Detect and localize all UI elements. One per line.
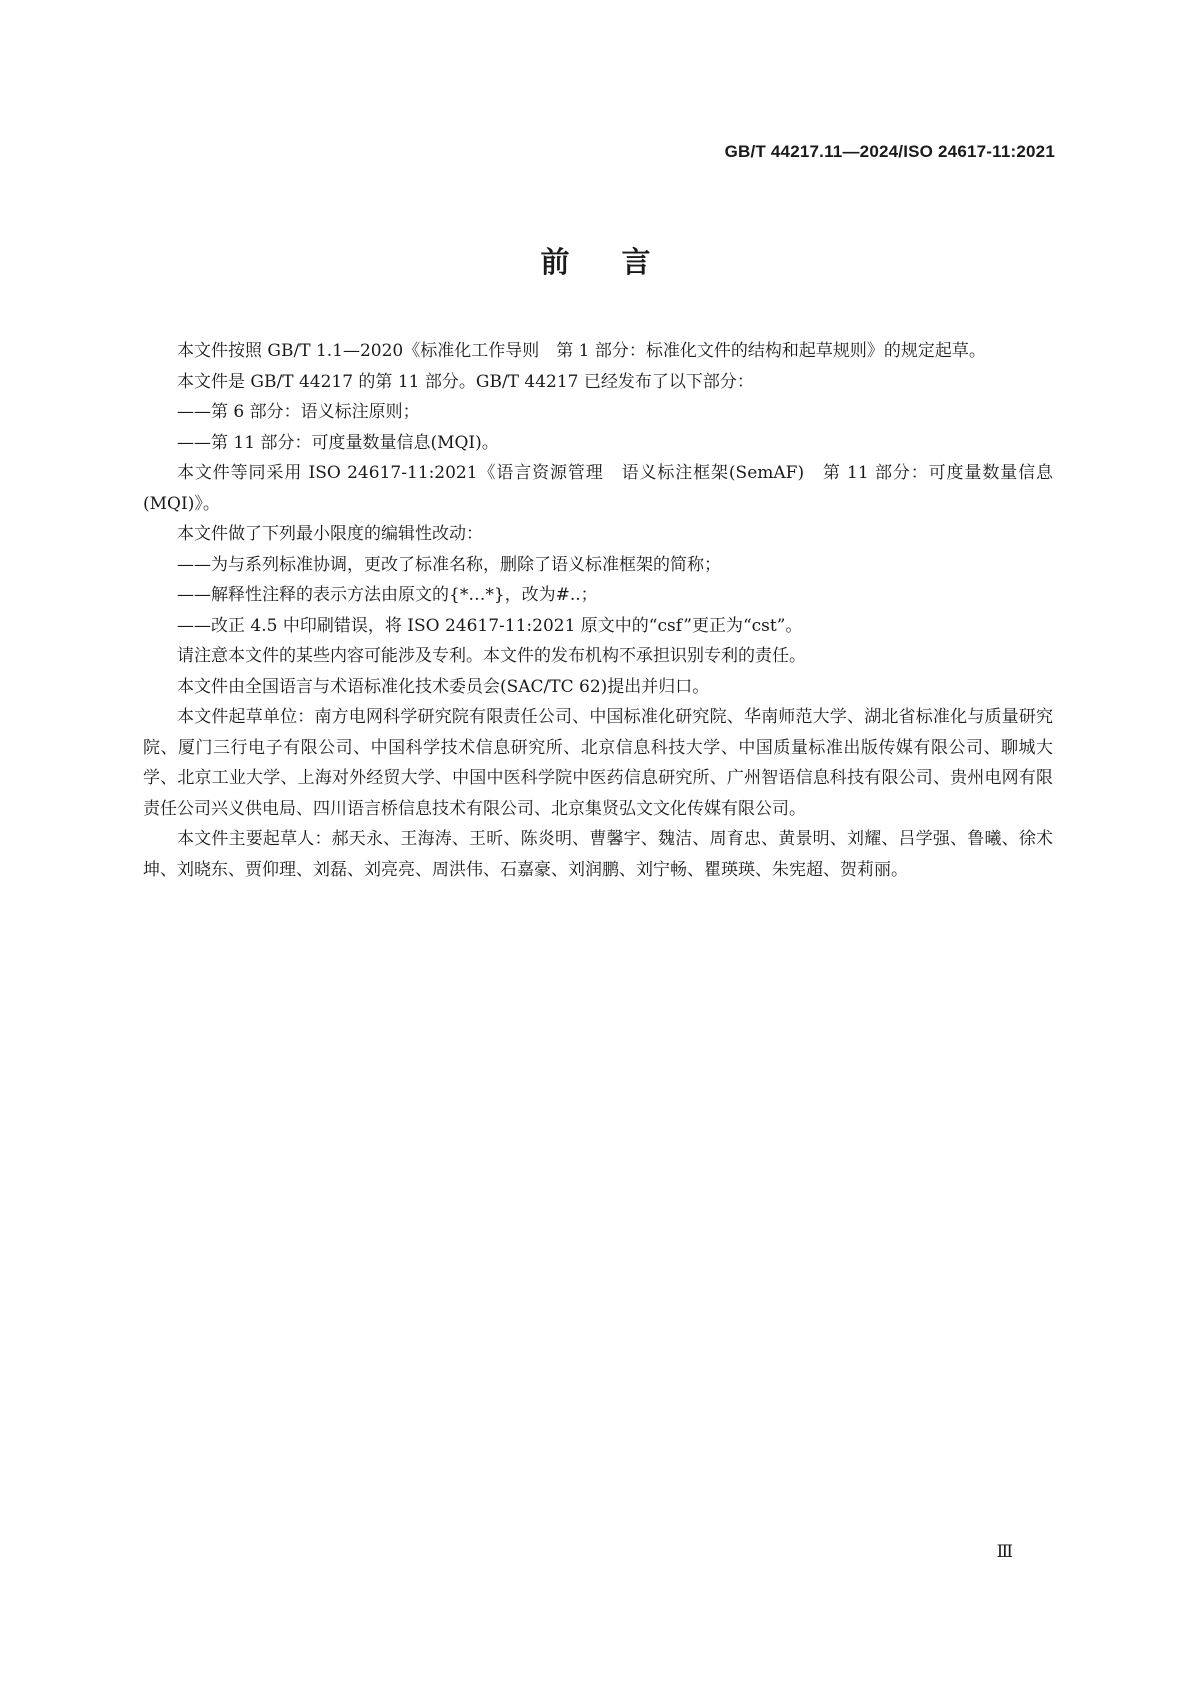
page-title: 前言 xyxy=(540,245,703,279)
paragraph-drafters: 本文件主要起草人：郝天永、王海涛、王昕、陈炎明、曹馨宇、魏洁、周育忠、黄景明、刘耀、吕学强、鲁曦、徐术坤、刘晓东、贾仰理、刘磊、刘亮亮、周洪伟、石嘉豪、刘润鹏、刘宁畅、瞿瑛瑛、朱宪超、贺莉丽。 xyxy=(143,829,1053,880)
list-item-part-6: ——第 6 部分：语义标注原则； xyxy=(177,402,420,422)
paragraph-identical-adoption: 本文件等同采用 ISO 24617-11:2021《语言资源管理 语义标注框架(SemAF) 第 11 部分：可度量数量信息(MQI)》。 xyxy=(143,463,1053,514)
list-item-change-typo: ——改正 4.5 中印刷错误，将 ISO 24617-11:2021 原文中的“csf”更正为“cst”。 xyxy=(177,615,803,636)
foreword-body xyxy=(143,336,1053,885)
list-item-part-11: ——第 11 部分：可度量数量信息(MQI)。 xyxy=(177,432,499,453)
paragraph-series-intro: 本文件是 GB/T 44217 的第 11 部分。GB/T 44217 已经发布了以下部分： xyxy=(177,371,754,392)
paragraph-editorial-changes: 本文件做了下列最小限度的编辑性改动： xyxy=(177,524,483,544)
page-number: Ⅲ xyxy=(996,1542,1013,1562)
standard-number: GB/T 44217.11—2024/ISO 24617-11:2021 xyxy=(724,142,1055,161)
paragraph-patent-notice: 请注意本文件的某些内容可能涉及专利。本文件的发布机构不承担识别专利的责任。 xyxy=(177,646,806,666)
paragraph-drafting-rules: 本文件按照 GB/T 1.1—2020《标准化工作导则 第 1 部分：标准化文件的结构和起草规则》的规定起草。 xyxy=(177,341,986,361)
list-item-change-name: ——为与系列标准协调，更改了标准名称，删除了语义标准框架的简称； xyxy=(177,554,721,575)
list-item-change-notes: ——解释性注释的表示方法由原文的{*…*}，改为#..； xyxy=(177,585,598,605)
paragraph-committee: 本文件由全国语言与术语标准化技术委员会(SAC/TC 62)提出并归口。 xyxy=(177,676,710,697)
paragraph-drafting-units: 本文件起草单位：南方电网科学研究院有限责任公司、中国标准化研究院、华南师范大学、湖北省标准化与质量研究院、厦门三行电子有限公司、中国科学技术信息研究所、北京信息科技大学、中国质量标准出版传媒有限公司、聊城大学、北京工业大学、上海对外经贸大学、中国中医科学院中医药信息研究所、广州智语信息科技有限公司、贵州电网有限责任公司兴义供电局、四川语言桥信息技术有限公司、北京集贤弘文文化传媒有限公司。 xyxy=(143,707,1053,819)
